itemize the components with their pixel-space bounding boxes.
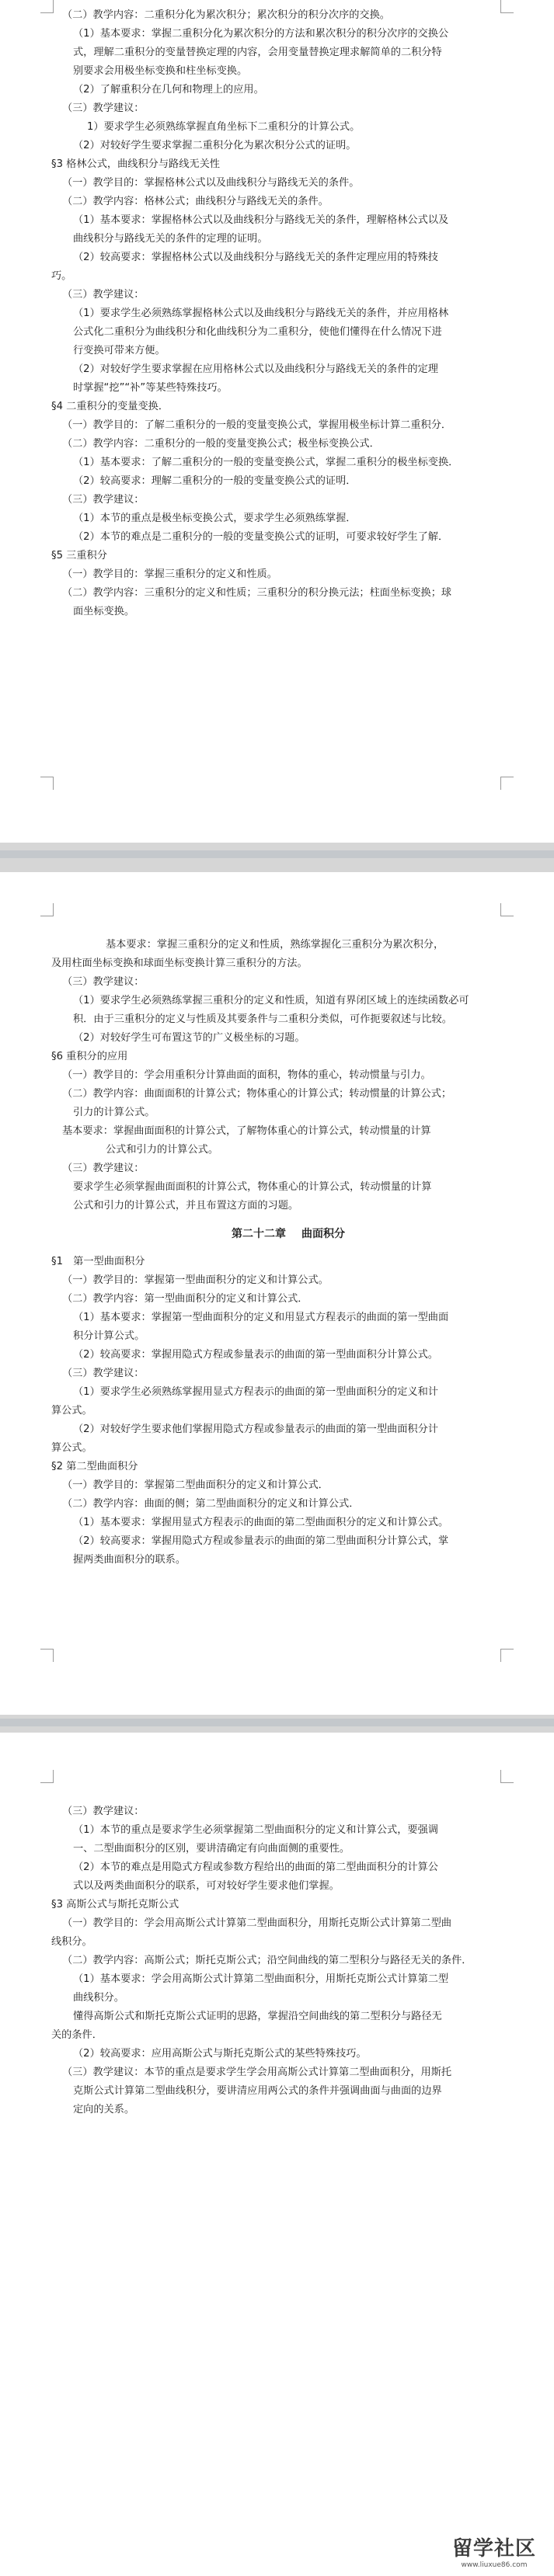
chapter-title: 曲面积分 — [301, 1228, 345, 1240]
text-line: （2）对较好学生要求掌握在应用格林公式以及曲线积分与路线无关的条件的定理 — [73, 363, 438, 375]
text-line: （1）基本要求：了解二重积分的一般的变量变换公式，掌握二重积分的极坐标变换． — [73, 457, 459, 468]
text-line: （三）教学建议： — [62, 494, 145, 506]
text-line: （一）教学目的：掌握第二型曲面积分的定义和计算公式． — [62, 1479, 329, 1491]
page-text-body — [51, 936, 525, 1570]
site-watermark — [444, 2537, 545, 2570]
text-line: （1）基本要求：掌握格林公式以及曲线积分与路线无关的条件，理解格林公式以及 — [73, 214, 449, 226]
text-line: （1）基本要求：掌握用显式方程表示的曲面的第二型曲面积分的定义和计算公式。 — [73, 1517, 449, 1528]
text-line: 定向的关系。 — [73, 2104, 135, 2115]
text-line: 时掌握“挖”“补”等某些特殊技巧。 — [73, 382, 228, 394]
text-line: 算公式。 — [51, 1405, 92, 1417]
text-line: （2）较高要求：应用高斯公式与斯托克斯公式的某些特殊技巧。 — [73, 2048, 367, 2060]
text-line: 式，理解二重积分的变量替换定理的内容，会用变量替换定理求解简单的二积分特 — [73, 47, 442, 58]
section-heading: §2 第二型曲面积分 — [51, 1461, 138, 1472]
text-line: 行变换可带来方便。 — [73, 345, 166, 356]
text-line: 别要求会用极坐标变换和柱坐标变换。 — [73, 65, 248, 77]
section-heading: §4 二重积分的变量变换． — [51, 401, 169, 412]
text-line: 1）要求学生必须熟练掌握直角坐标下二重积分的计算公式。 — [87, 121, 361, 133]
crop-mark — [500, 903, 514, 916]
text-line: （2）对较好学生要求他们掌握用隐式方程或参量表示的曲面的第一型曲面积分计 — [73, 1424, 438, 1435]
page-separator — [0, 1715, 554, 1733]
crop-mark — [500, 1770, 514, 1783]
text-line: （二）教学内容：二重积分的一般的变量变换公式；极坐标变换公式． — [62, 438, 380, 450]
text-line: （二）教学内容：第一型曲面积分的定义和计算公式． — [62, 1293, 308, 1305]
text-line: 要求学生必须掌握曲面面积的计算公式，物体重心的计算公式，转动惯量的计算 — [73, 1181, 432, 1193]
text-line: （1）本节的重点是极坐标变换公式，要求学生必须熟练掌握． — [73, 513, 357, 524]
text-line: （一）教学目的：学会用重积分计算曲面的面积，物体的重心，转动惯量与引力。 — [62, 1069, 431, 1081]
section-heading: §1 第一型曲面积分 — [51, 1256, 145, 1267]
text-line: 面坐标变换。 — [73, 606, 135, 617]
page-text-body — [51, 1803, 525, 2119]
text-line: 公式和引力的计算公式。 — [106, 1144, 219, 1156]
text-line: （三）教学建议： — [62, 289, 145, 301]
text-line: （2）了解重积分在几何和物理上的应用。 — [73, 84, 264, 96]
chapter-heading — [51, 1225, 525, 1243]
text-line: （三）教学建议： — [62, 1368, 145, 1379]
text-line: （1）基本要求：掌握第一型曲面积分的定义和用显式方程表示的曲面的第一型曲面 — [73, 1312, 449, 1323]
text-line: （一）教学目的：掌握第一型曲面积分的定义和计算公式。 — [62, 1274, 329, 1286]
crop-mark — [40, 1649, 54, 1662]
text-line: （1）基本要求：掌握二重积分化为累次积分的方法和累次积分的积分次序的交换公 — [73, 28, 449, 40]
document-page-2 — [0, 872, 554, 1715]
text-line: 巧。 — [51, 270, 72, 282]
chapter-number: 第二十二章 — [232, 1228, 286, 1240]
text-line: （2）较高要求：掌握格林公式以及曲线积分与路线无关的条件定理应用的特殊技 — [73, 252, 438, 263]
text-line: （2）较高要求：掌握用隐式方程或参量表示的曲面的第一型曲面积分计算公式。 — [73, 1349, 438, 1361]
text-line: （二）教学内容：曲面面积的计算公式；物体重心的计算公式；转动惯量的计算公式； — [62, 1088, 452, 1100]
text-line: 引力的计算公式。 — [73, 1107, 155, 1118]
page-separator — [0, 843, 554, 872]
text-line: 式以及两类曲面积分的联系，可对较好学生要求他们掌握。 — [73, 1880, 340, 1892]
text-line: 公式和引力的计算公式，并且布置这方面的习题。 — [73, 1200, 299, 1212]
watermark-logo: 留学社区 — [451, 2537, 536, 2560]
crop-mark — [40, 777, 54, 790]
text-line: （三）教学建议： — [62, 103, 145, 114]
text-line: 基本要求：掌握三重积分的定义和性质，熟练掌握化三重积分为累次积分， — [106, 939, 444, 951]
text-line: （三）教学建议： — [62, 976, 145, 988]
text-line: 握两类曲面积分的联系。 — [73, 1554, 186, 1566]
text-line: 曲线积分与路线无关的条件的定理的证明。 — [73, 233, 268, 245]
text-line: （1）要求学生必须熟练掌握格林公式以及曲线积分与路线无关的条件，并应用格林 — [73, 308, 449, 319]
text-line: （1）本节的重点是要求学生必须掌握第二型曲面积分的定义和计算公式，要强调 — [73, 1824, 438, 1836]
text-line: （2）对较好学生要求掌握二重积分化为累次积分公式的证明。 — [73, 140, 357, 151]
text-line: （1）基本要求：学会用高斯公式计算第二型曲面积分，用斯托克斯公式计算第二型 — [73, 1973, 449, 1985]
page-text-body — [51, 6, 525, 621]
text-line: （二）教学内容：曲面的侧；第二型曲面积分的定义和计算公式． — [62, 1498, 360, 1510]
text-line: 线积分。 — [51, 1936, 92, 1948]
text-line: （2）对较好学生可布置这节的广义极坐标的习题。 — [73, 1032, 305, 1044]
document-page-1 — [0, 0, 554, 843]
text-line: （一）教学目的：掌握格林公式以及曲线积分与路线无关的条件。 — [62, 177, 360, 189]
text-line: （二）教学内容：三重积分的定义和性质；三重积分的积分换元法；柱面坐标变换；球 — [62, 587, 452, 599]
text-line: （一）教学目的：掌握三重积分的定义和性质。 — [62, 568, 277, 580]
text-line: 积分计算公式。 — [73, 1330, 145, 1342]
text-line: 及用柱面坐标变换和球面坐标变换计算三重积分的方法。 — [51, 958, 308, 969]
crop-mark — [500, 1649, 514, 1662]
text-line: （三）教学建议： — [62, 1163, 145, 1174]
document-page-3 — [0, 1733, 554, 2576]
text-line: 算公式。 — [51, 1442, 92, 1454]
section-heading: §3 格林公式，曲线积分与路线无关性 — [51, 158, 220, 170]
text-line: 一、二型曲面积分的区别，要讲清确定有向曲面侧的重要性。 — [73, 1843, 350, 1855]
section-heading: §3 高斯公式与斯托克斯公式 — [51, 1899, 179, 1910]
text-line: 曲线积分。 — [73, 1992, 124, 2004]
text-line: 关的条件． — [51, 2029, 103, 2041]
text-line: （1）要求学生必须熟练掌握三重积分的定义和性质，知道有界闭区域上的连续函数必可 — [73, 995, 469, 1006]
text-line: 积．由于三重积分的定义与性质及其要条件与二重积分类似，可作扼要叙述与比较。 — [73, 1013, 452, 1025]
text-line: 基本要求：掌握曲面面积的计算公式，了解物体重心的计算公式，转动惯量的计算 — [62, 1125, 431, 1137]
text-line: （2）较高要求：理解二重积分的一般的变量变换公式的证明． — [73, 475, 357, 487]
text-line: （三）教学建议： — [62, 1806, 145, 1817]
text-line: （2）本节的难点是二重积分的一般的变量变换公式的证明，可要求较好学生了解． — [73, 531, 449, 543]
text-line: 克斯公式计算第二型曲线积分，要讲清应用两公式的条件并强调曲面与曲面的边界 — [73, 2085, 442, 2097]
text-line: （三）教学建议：本节的重点是要求学生学会用高斯公式计算第二型曲面积分，用斯托 — [62, 2067, 452, 2078]
section-heading: §5 三重积分 — [51, 550, 107, 561]
text-line: （二）教学内容：格林公式；曲线积分与路线无关的条件。 — [62, 196, 329, 207]
text-line: （二）教学内容：二重积分化为累次积分；累次积分的积分次序的交换。 — [62, 9, 390, 21]
text-line: 公式化二重积分为曲线积分和化曲线积分为二重积分，使他们懂得在什么情况下进 — [73, 326, 442, 338]
crop-mark — [40, 903, 54, 916]
text-line: 懂得高斯公式和斯托克斯公式证明的思路，掌握沿空间曲线的第二型积分与路径无 — [73, 2011, 442, 2022]
watermark-url: www.liuxue86.com — [461, 2561, 528, 2569]
text-line: （2）本节的难点是用隐式方程或参数方程给出的曲面的第二型曲面积分的计算公 — [73, 1862, 438, 1873]
section-heading: §6 重积分的应用 — [51, 1051, 128, 1062]
text-line: （二）教学内容：高斯公式；斯托克斯公式；沿空间曲线的第二型积分与路径无关的条件． — [62, 1955, 472, 1966]
text-line: （一）教学目的：了解二重积分的一般的变量变换公式，掌握用极坐标计算二重积分． — [62, 419, 452, 431]
crop-mark — [40, 1770, 54, 1783]
text-line: （2）较高要求：掌握用隐式方程或参量表示的曲面的第二型曲面积分计算公式，掌 — [73, 1535, 449, 1547]
crop-mark — [500, 777, 514, 790]
text-line: （1）要求学生必须熟练掌握用显式方程表示的曲面的第一型曲面积分的定义和计 — [73, 1386, 438, 1398]
text-line: （一）教学目的：学会用高斯公式计算第二型曲面积分，用斯托克斯公式计算第二型曲 — [62, 1917, 452, 1929]
